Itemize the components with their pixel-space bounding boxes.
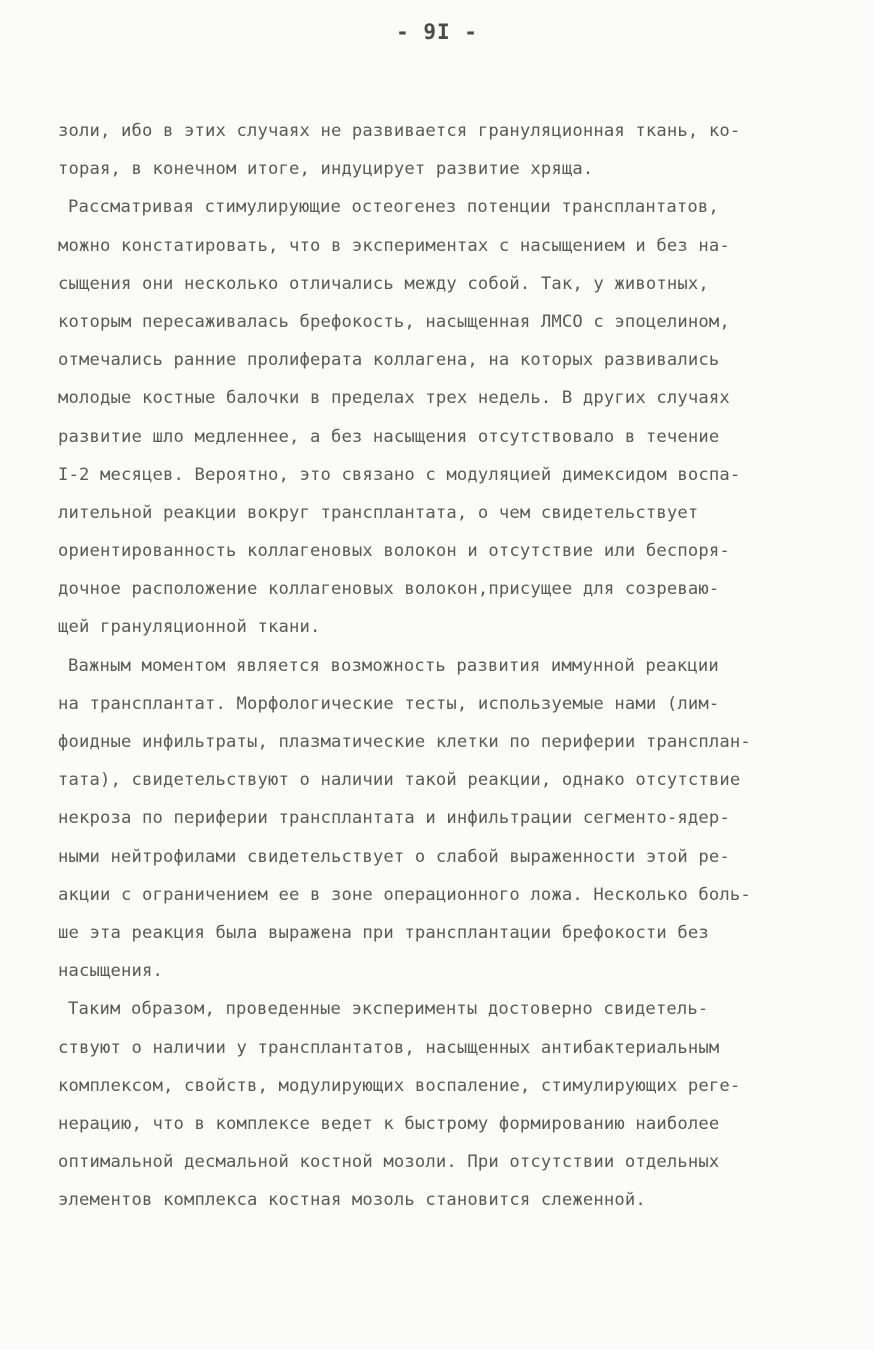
paragraph — [58, 647, 848, 991]
text-line: оптимальной десмальной костной мозоли. При отсутствии отдельных — [58, 1152, 720, 1173]
text-line: щей грануляционной ткани. — [58, 617, 321, 638]
text-line: можно констатировать, что в экспериментах с насыщением и без на- — [58, 235, 730, 256]
text-line: насыщения. — [58, 961, 163, 982]
text-line: ориентированность коллагеновых волокон и отсутствие или беспоря- — [58, 541, 730, 562]
body-text — [58, 112, 848, 1219]
text-line: ше эта реакция была выражена при трансплантации брефокости без — [58, 922, 709, 943]
text-line: отмечались ранние пролиферата коллагена, на которых развивались — [58, 350, 720, 371]
text-line: тата), свидетельствуют о наличии такой реакции, однако отсутствие — [58, 770, 741, 791]
text-line: на трансплантат. Морфологические тесты, используемые нами (лим- — [58, 693, 720, 714]
text-line: I-2 месяцев. Вероятно, это связано с модуляцией димексидом воспа- — [58, 464, 741, 485]
text-line: фоидные инфильтраты, плазматические клетки по периферии трансплан- — [58, 732, 751, 752]
text-line: ными нейтрофилами свидетельствует о слабой выраженности этой ре- — [58, 846, 730, 867]
text-line: ствуют о наличии у трансплантатов, насыщенных антибактериальным — [58, 1037, 720, 1058]
text-line: торая, в конечном итоге, индуцирует развитие хряща. — [58, 159, 594, 180]
text-line: сыщения они несколько отличались между собой. Так, у животных, — [58, 273, 709, 294]
text-line: молодые костные балочки в пределах трех недель. В других случаях — [58, 388, 730, 409]
page-number: - 9I - — [396, 20, 478, 44]
paragraph — [58, 188, 848, 646]
text-line: элементов комплекса костная мозоль становится слеженной. — [58, 1190, 646, 1211]
text-line: некроза по периферии трансплантата и инфильтрации сегменто-ядер- — [58, 808, 730, 829]
text-line: комплексом, свойств, модулирующих воспаление, стимулирующих реге- — [58, 1075, 741, 1096]
text-line: которым пересаживалась брефокость, насыщенная ЛМСО с эпоцелином, — [58, 311, 730, 332]
text-line: Рассматривая стимулирующие остеогенез потенции трансплантатов, — [68, 197, 719, 218]
paragraph — [58, 112, 848, 188]
paragraph — [58, 990, 848, 1219]
text-line: развитие шло медленнее, а без насыщения отсутствовало в течение — [58, 426, 720, 447]
text-line: акции с ограничением ее в зоне операционного ложа. Несколько боль- — [58, 884, 751, 905]
text-line: лительной реакции вокруг трансплантата, о чем свидетельствует — [58, 502, 699, 523]
text-line: дочное расположение коллагеновых волокон,присущее для созреваю- — [58, 579, 720, 600]
text-line: золи, ибо в этих случаях не развивается грануляционная ткань, ко- — [58, 121, 741, 141]
text-line: нерацию, что в комплексе ведет к быстрому формированию наиболее — [58, 1113, 720, 1134]
text-line: Важным моментом является возможность развития иммунной реакции — [68, 655, 719, 676]
text-line: Таким образом, проведенные эксперименты достоверно свидетель- — [68, 999, 709, 1020]
